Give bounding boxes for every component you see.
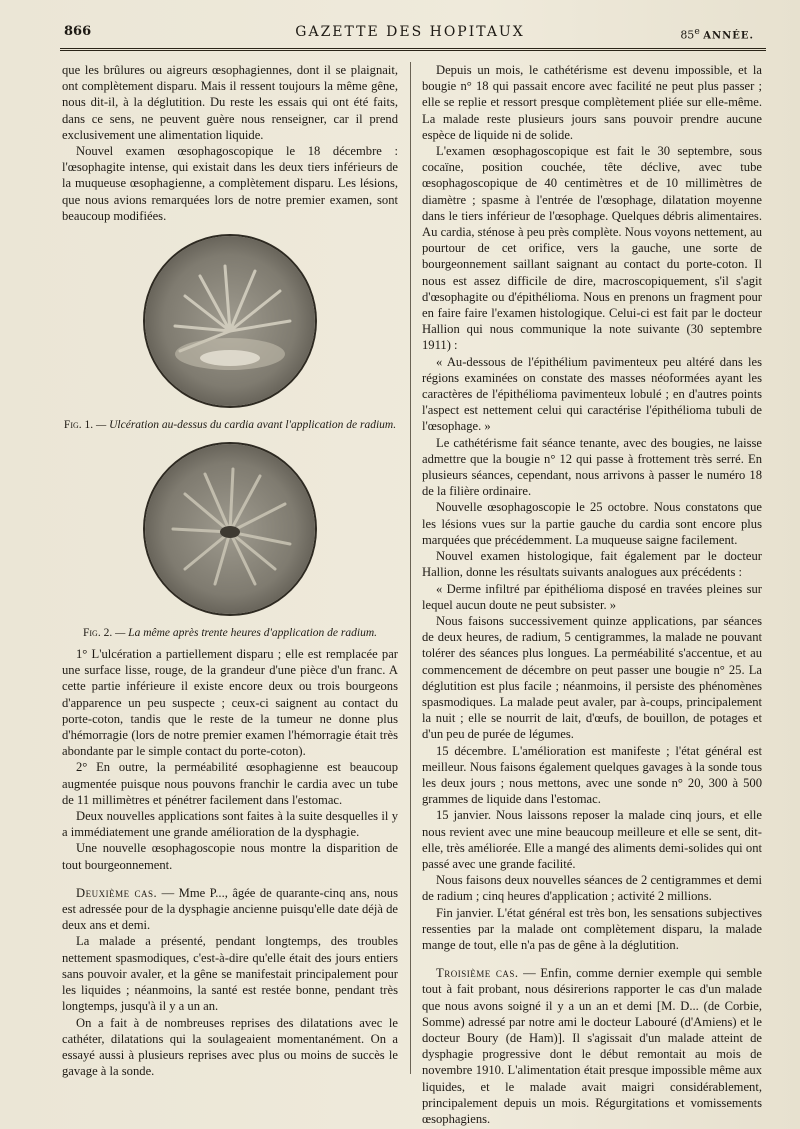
figure-1-image <box>145 236 315 406</box>
figure-2-image <box>145 444 315 614</box>
paragraph: Nouvel examen œsophagoscopique le 18 décembre : l'œsophagite intense, qui existait dans les deux tiers inférieurs de la muqueuse œsophagienne, a complètement disparu. Les lésions, que nous avions remarquées lors de notre premier examen, sont beaucoup modifiées. <box>62 144 398 223</box>
year-edition: 85e ANNÉE. <box>680 26 754 42</box>
quote: « Derme infiltré par épithélioma disposé en travées pleines sur lequel aucun doute ne peut subsister. » <box>422 581 762 612</box>
paragraph: La malade a présenté, pendant longtemps, des troubles nettement spasmodiques, c'est-à-dire qu'elle était des jours entiers sans pouvoir avaler, et la gêne se manifestait principalement pour les liquides ; néanmoins, la santé est restée bonne, pendant très longtemps, jusqu'à il y a un an. <box>62 934 398 1014</box>
figure-1 <box>62 236 398 432</box>
figure-1-caption: Fig. 1. — Ulcération au-dessus du cardia avant l'application de radium. <box>63 419 397 432</box>
case-3-intro: Troisième cas. — Enfin, comme dernier exemple qui semble tout à fait probant, nous désirerions rapporter le cas d'un malade que nous avons soigné il y a un an et demi [M. D... (de Corbie, Somme) adressé par notre ami le docteur Labouré (d'Amiens) et le docteur Boury (de Ham)]. Il s'agissait d'un malade atteint de dysphagie progressive dont le début remontait au mois de novembre 1910. L'alimentation était presque impossible même aux liquides, et le malade avait maigri considérablement, principalement depuis un mois. Régurgitations et vomissements œsophagiens. <box>422 966 762 1126</box>
paragraph: Fin janvier. L'état général est très bon, les sensations subjectives ressenties par la malade ont complètement disparu, la malade mange de tout, elle n'a pas de gêne à la déglutition. <box>422 905 762 952</box>
journal-title: GAZETTE DES HOPITAUX <box>295 24 525 40</box>
paragraph: L'examen œsophagoscopique est fait le 30 septembre, sous cocaïne, position couchée, tête déclive, avec tube œsophagoscopique de 40 centimètres et de 10 millimètres de diamètre ; spasme à l'entrée de l'œsophage, dilatation moyenne dans le tiers inférieur de l'œsophage. Quelques débris alimentaires. Au cardia, sténose à peu près complète. Nous voyons nettement, au pourtour de cet orifice, vers la gauche, une sorte de bourgeonnement saillant saignant au contact du porte-coton. Il nous est assez difficile de dire, macroscopiquement, s'il s'agit d'œsophagite ou d'épithélioma. Nous en prenons un fragment pour en faire faire l'examen histologique. Celui-ci est fait par le docteur Hallion qui nous communique la note suivante (30 septembre 1911) : <box>422 144 762 353</box>
paragraph: On a fait à de nombreuses reprises des dilatations avec le cathéter, dilatations qui la soulageaient momentanément. On a essayé aussi à plusieurs reprises avec plus ou moins de succès le gavage à la sonde. <box>62 1015 398 1079</box>
right-column <box>422 62 762 1127</box>
paragraph: Nouvel examen histologique, fait également par le docteur Hallion, donne les résultats suivants analogues aux précédents : <box>422 549 762 580</box>
figure-2 <box>62 444 398 640</box>
header-rule <box>60 48 766 51</box>
figure-2-caption: Fig. 2. — La même après trente heures d'application de radium. <box>82 627 378 640</box>
paragraph: Nous faisons deux nouvelles séances de 2 centigrammes et demi de radium ; cinq heures d'application ; activité 2 millions. <box>422 873 762 904</box>
paragraph: 1° L'ulcération a partiellement disparu ; elle est remplacée par une surface lisse, rouge, de la grandeur d'une pièce d'un franc. A cette partie inférieure il existe encore deux ou trois bourgeons d'apparence un peu suspecte ; ceux-ci saignent au contact du porte-coton, tandis que le reste de la tumeur ne donne plus d'hémorragie (lors de notre premier examen l'hémorragie était très abondante par le simple contact du porte-coton). <box>62 647 398 759</box>
left-column <box>62 62 398 1079</box>
case-2-intro: Deuxième cas. — Mme P..., âgée de quarante-cinq ans, nous est adressée pour de la dysphagie ancienne puisqu'elle date déjà de deux ans et demi. <box>62 885 398 933</box>
paragraph: Depuis un mois, le cathétérisme est devenu impossible, et la bougie n° 18 qui passait encore avec facilité ne peut plus passer ; elle se replie et ressort presque complètement pliée sur elle-même. La malade reste plusieurs jours sans pouvoir prendre aucune espèce de liquide ni de solide. <box>422 63 762 142</box>
paragraph: Une nouvelle œsophagoscopie nous montre la disparition de tout bourgeonnement. <box>62 841 398 872</box>
paragraph: 2° En outre, la perméabilité œsophagienne est beaucoup augmentée puisque nous pouvons franchir le cardia avec un tube de 11 millimètres et pénétrer facilement dans l'estomac. <box>62 760 398 807</box>
paragraph: 15 janvier. Nous laissons reposer la malade cinq jours, et elle nous revient avec une mine beaucoup meilleure et elle se sent, dit-elle, très améliorée. Elle a mangé des aliments demi-solides qui ont passé avec une grande facilité. <box>422 808 762 871</box>
paragraph: Le cathétérisme fait séance tenante, avec des bougies, ne laisse admettre que la bougie n° 12 qui passe à frottement très serré. En plusieurs séances, cependant, nous arrivons à passer le numéro 18 de la filière ordinaire. <box>422 435 762 499</box>
quote: « Au-dessous de l'épithélium pavimenteux peu altéré dans les régions examinées on constate des masses néoformées ayant les caractères de l'épithélioma pavimenteux lobulé ; en d'autres points l'aspect est nettement celui qui caractérise l'épithélioma tubuli de l'œsophage. » <box>422 354 762 434</box>
paragraph: Deux nouvelles applications sont faites à la suite desquelles il y a immédiatement une grande amélioration de la dysphagie. <box>62 809 398 840</box>
paragraph: Nous faisons successivement quinze applications, par séances de deux heures, de radium, 5 centigrammes, la malade ne pouvant tolérer des séances plus longues. La perméabilité s'accentue, et au commencement de décembre on peut passer une bougie n° 25. La déglutition est plus facile ; néanmoins, il persiste des phénomènes spasmodiques. La malade peut avaler, par à-coups, principalement la nuit ; elle se nourrit de lait, d'œufs, de bouillon, de potages et d'un peu de purée de légumes. <box>422 613 762 742</box>
page-number: 866 <box>64 24 92 39</box>
column-divider <box>410 62 411 1074</box>
paragraph: Nouvelle œsophagoscopie le 25 octobre. Nous constatons que les lésions vues sur la partie gauche du cardia sont encore plus marquées que précédemment. La muqueuse saigne facilement. <box>422 500 762 547</box>
page-header <box>60 22 760 44</box>
paragraph: que les brûlures ou aigreurs œsophagiennes, dont il se plaignait, ont complètement disparu. Mais il ressent toujours la même gêne, nous dit-il, à la déglutition. Du reste les essais qui ont été faits, dans ce sens, ne peuvent guère nous renseigner, car il prend exclusivement une alimentation liquide. <box>62 63 398 142</box>
paragraph: 15 décembre. L'amélioration est manifeste ; l'état général est meilleur. Nous faisons également quelques gavages à la sonde tous les deux jours ; nous mettons, avec une sonde n° 20, 300 à 500 grammes de liquide dans l'estomac. <box>422 743 762 807</box>
